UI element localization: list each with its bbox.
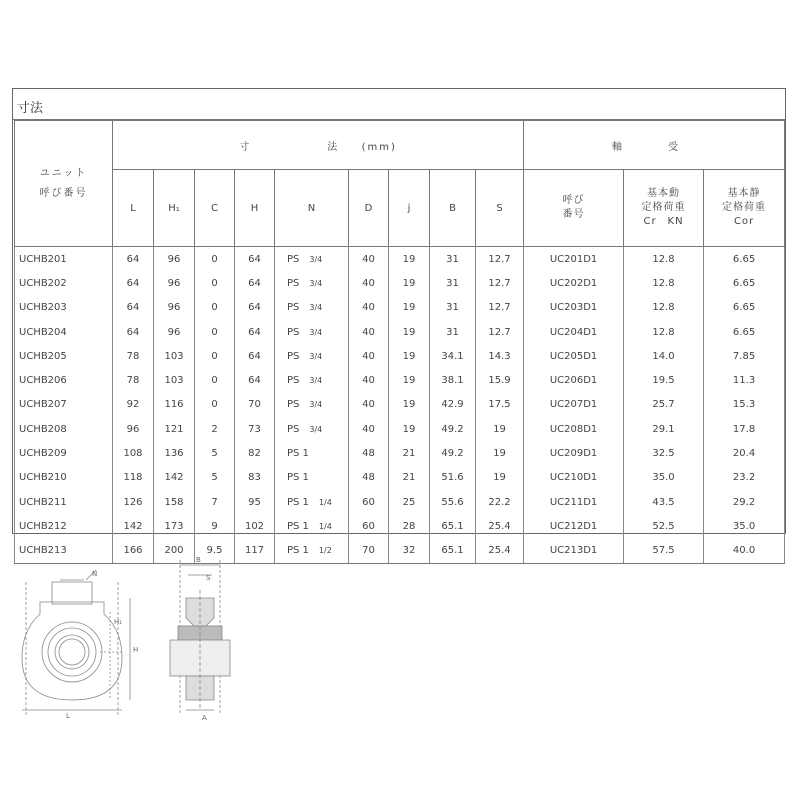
cell-h: 70 xyxy=(235,393,275,417)
dimensions-label-a: 寸 xyxy=(239,141,268,153)
cell-b: 34.1 xyxy=(430,344,476,368)
cell-n xyxy=(275,296,349,320)
table-row xyxy=(15,320,785,344)
cell-h: 102 xyxy=(235,514,275,538)
cell-d: 40 xyxy=(349,271,389,295)
cell-c: 0 xyxy=(195,320,235,344)
cell-cor: 29.2 xyxy=(704,490,785,514)
cell-d: 48 xyxy=(349,466,389,490)
cell-h1: 136 xyxy=(154,441,195,465)
cell-model: UCHB204 xyxy=(15,320,113,344)
static-load-line3: Cor xyxy=(733,216,755,227)
cell-h: 83 xyxy=(235,466,275,490)
cell-l: 92 xyxy=(113,393,154,417)
cell-cr: 12.8 xyxy=(624,247,704,272)
cell-b: 31 xyxy=(430,320,476,344)
cell-c: 2 xyxy=(195,417,235,441)
static-load-line1: 基本静 xyxy=(727,188,761,199)
cell-d: 40 xyxy=(349,296,389,320)
cell-c: 5 xyxy=(195,441,235,465)
cell-c: 0 xyxy=(195,271,235,295)
table-row xyxy=(15,368,785,392)
dimensions-unit: (mm) xyxy=(361,141,397,153)
cell-n xyxy=(275,514,349,538)
n-fraction: 1/2 xyxy=(318,546,332,556)
cell-model: UCHB206 xyxy=(15,368,113,392)
cell-h1: 200 xyxy=(154,539,195,564)
cell-j: 19 xyxy=(389,344,430,368)
table-row xyxy=(15,296,785,320)
cell-h1: 96 xyxy=(154,271,195,295)
n-thread: PS xyxy=(287,253,300,265)
cell-b: 38.1 xyxy=(430,368,476,392)
n-thread: PS 1 xyxy=(287,545,309,557)
cell-b: 65.1 xyxy=(430,514,476,538)
n-fraction: 1/4 xyxy=(318,521,332,531)
n-thread: PS 1 xyxy=(287,496,309,508)
cell-l: 78 xyxy=(113,344,154,368)
technical-drawing xyxy=(0,540,800,740)
cell-bearing: UC206D1 xyxy=(524,368,624,392)
cell-s: 25.4 xyxy=(476,514,524,538)
dimension-table xyxy=(14,120,785,564)
cell-s: 12.7 xyxy=(476,320,524,344)
unit-number-line2: 呼び番号 xyxy=(39,187,88,199)
cell-bearing: UC209D1 xyxy=(524,441,624,465)
col-S: S xyxy=(476,170,524,247)
cell-cr: 43.5 xyxy=(624,490,704,514)
cell-l: 166 xyxy=(113,539,154,564)
static-load-line2: 定格荷重 xyxy=(722,202,767,213)
cell-c: 0 xyxy=(195,296,235,320)
cell-bearing: UC211D1 xyxy=(524,490,624,514)
cell-b: 55.6 xyxy=(430,490,476,514)
cell-s: 12.7 xyxy=(476,271,524,295)
cell-bearing: UC207D1 xyxy=(524,393,624,417)
cell-c: 5 xyxy=(195,466,235,490)
n-thread: PS xyxy=(287,375,300,387)
table-row xyxy=(15,417,785,441)
dynamic-load-line1: 基本動 xyxy=(647,188,681,199)
static-load-header xyxy=(704,170,785,247)
cell-j: 19 xyxy=(389,247,430,272)
cell-model: UCHB207 xyxy=(15,393,113,417)
cell-s: 25.4 xyxy=(476,539,524,564)
cell-model: UCHB210 xyxy=(15,466,113,490)
cell-l: 118 xyxy=(113,466,154,490)
cell-s: 19 xyxy=(476,417,524,441)
cell-cr: 12.8 xyxy=(624,320,704,344)
cell-model: UCHB209 xyxy=(15,441,113,465)
n-fraction: 3/4 xyxy=(309,351,323,361)
col-H: H xyxy=(235,170,275,247)
cell-model: UCHB213 xyxy=(15,539,113,564)
table-row xyxy=(15,247,785,272)
cell-c: 0 xyxy=(195,393,235,417)
col-D: D xyxy=(349,170,389,247)
cell-h1: 142 xyxy=(154,466,195,490)
cell-j: 19 xyxy=(389,417,430,441)
cell-cor: 40.0 xyxy=(704,539,785,564)
cell-s: 12.7 xyxy=(476,296,524,320)
cell-b: 31 xyxy=(430,271,476,295)
label-H1: H₁ xyxy=(114,618,123,626)
cell-h: 64 xyxy=(235,368,275,392)
n-thread: PS xyxy=(287,277,300,289)
table-row xyxy=(15,344,785,368)
dynamic-load-header xyxy=(624,170,704,247)
label-B: B xyxy=(196,556,201,564)
cell-cr: 29.1 xyxy=(624,417,704,441)
cell-j: 19 xyxy=(389,296,430,320)
cell-cr: 19.5 xyxy=(624,368,704,392)
cell-cr: 52.5 xyxy=(624,514,704,538)
cell-d: 70 xyxy=(349,539,389,564)
cell-l: 126 xyxy=(113,490,154,514)
n-fraction: 1/4 xyxy=(318,497,332,507)
cell-cor: 17.8 xyxy=(704,417,785,441)
cell-h1: 103 xyxy=(154,344,195,368)
cell-c: 0 xyxy=(195,247,235,272)
cell-n xyxy=(275,320,349,344)
cell-h: 82 xyxy=(235,441,275,465)
cell-n xyxy=(275,271,349,295)
cell-d: 48 xyxy=(349,441,389,465)
cell-n xyxy=(275,247,349,272)
cell-cor: 7.85 xyxy=(704,344,785,368)
label-S: S xyxy=(206,574,211,582)
cell-s: 22.2 xyxy=(476,490,524,514)
cell-j: 25 xyxy=(389,490,430,514)
col-B: B xyxy=(430,170,476,247)
n-thread: PS xyxy=(287,423,300,435)
cell-h1: 103 xyxy=(154,368,195,392)
cell-s: 17.5 xyxy=(476,393,524,417)
cell-h: 64 xyxy=(235,296,275,320)
cell-h1: 96 xyxy=(154,296,195,320)
cell-bearing: UC213D1 xyxy=(524,539,624,564)
cell-n xyxy=(275,417,349,441)
cell-n xyxy=(275,466,349,490)
cell-n xyxy=(275,368,349,392)
cell-n xyxy=(275,344,349,368)
table-row xyxy=(15,490,785,514)
cell-h: 95 xyxy=(235,490,275,514)
cell-h1: 173 xyxy=(154,514,195,538)
cell-cor: 6.65 xyxy=(704,247,785,272)
n-fraction: 3/4 xyxy=(309,327,323,337)
cell-bearing: UC202D1 xyxy=(524,271,624,295)
n-thread: PS xyxy=(287,326,300,338)
cell-c: 9 xyxy=(195,514,235,538)
n-fraction: 3/4 xyxy=(309,400,323,410)
cell-n xyxy=(275,393,349,417)
cell-bearing: UC212D1 xyxy=(524,514,624,538)
unit-number-line1: ユニット xyxy=(39,167,88,179)
cell-h1: 121 xyxy=(154,417,195,441)
side-view-drawing xyxy=(170,560,230,715)
cell-cor: 11.3 xyxy=(704,368,785,392)
table-row xyxy=(15,514,785,538)
cell-h1: 96 xyxy=(154,320,195,344)
cell-c: 9.5 xyxy=(195,539,235,564)
col-j: j xyxy=(389,170,430,247)
cell-model: UCHB201 xyxy=(15,247,113,272)
cell-c: 0 xyxy=(195,368,235,392)
table-row xyxy=(15,466,785,490)
cell-cor: 6.65 xyxy=(704,320,785,344)
cell-j: 19 xyxy=(389,393,430,417)
cell-bearing: UC204D1 xyxy=(524,320,624,344)
cell-cr: 12.8 xyxy=(624,296,704,320)
n-fraction: 3/4 xyxy=(309,303,323,313)
cell-cor: 15.3 xyxy=(704,393,785,417)
cell-s: 14.3 xyxy=(476,344,524,368)
cell-b: 49.2 xyxy=(430,417,476,441)
cell-h: 64 xyxy=(235,344,275,368)
n-thread: PS xyxy=(287,350,300,362)
bearing-number-line2: 番号 xyxy=(562,209,585,220)
cell-h: 64 xyxy=(235,320,275,344)
cell-d: 40 xyxy=(349,247,389,272)
cell-d: 40 xyxy=(349,320,389,344)
cell-cr: 14.0 xyxy=(624,344,704,368)
cell-h: 73 xyxy=(235,417,275,441)
cell-s: 12.7 xyxy=(476,247,524,272)
cell-n xyxy=(275,490,349,514)
n-thread: PS 1 xyxy=(287,520,309,532)
col-N: N xyxy=(275,170,349,247)
table-row xyxy=(15,271,785,295)
cell-model: UCHB208 xyxy=(15,417,113,441)
cell-l: 64 xyxy=(113,296,154,320)
dynamic-load-line3: Cr KN xyxy=(643,216,684,227)
cell-cor: 6.65 xyxy=(704,271,785,295)
cell-l: 64 xyxy=(113,247,154,272)
cell-j: 19 xyxy=(389,368,430,392)
n-thread: PS xyxy=(287,302,300,314)
cell-s: 19 xyxy=(476,441,524,465)
label-L: L xyxy=(66,712,70,720)
cell-s: 19 xyxy=(476,466,524,490)
cell-j: 32 xyxy=(389,539,430,564)
table-row xyxy=(15,393,785,417)
cell-l: 108 xyxy=(113,441,154,465)
cell-d: 40 xyxy=(349,344,389,368)
cell-cor: 6.65 xyxy=(704,296,785,320)
dynamic-load-line2: 定格荷重 xyxy=(641,202,686,213)
cell-c: 7 xyxy=(195,490,235,514)
cell-l: 96 xyxy=(113,417,154,441)
cell-l: 142 xyxy=(113,514,154,538)
label-H: H xyxy=(133,646,139,654)
n-fraction: 3/4 xyxy=(309,254,323,264)
cell-model: UCHB212 xyxy=(15,514,113,538)
cell-cor: 20.4 xyxy=(704,441,785,465)
cell-bearing: UC203D1 xyxy=(524,296,624,320)
cell-bearing: UC205D1 xyxy=(524,344,624,368)
bearing-number-line1: 呼び xyxy=(562,195,585,206)
cell-c: 0 xyxy=(195,344,235,368)
cell-model: UCHB211 xyxy=(15,490,113,514)
cell-b: 65.1 xyxy=(430,539,476,564)
bearing-header: 軸 受 xyxy=(524,121,785,170)
cell-b: 31 xyxy=(430,296,476,320)
cell-bearing: UC210D1 xyxy=(524,466,624,490)
unit-number-header xyxy=(15,121,113,247)
cell-h: 64 xyxy=(235,271,275,295)
n-fraction: 3/4 xyxy=(309,424,323,434)
cell-j: 19 xyxy=(389,320,430,344)
cell-d: 60 xyxy=(349,490,389,514)
col-H1: H₁ xyxy=(154,170,195,247)
cell-h: 117 xyxy=(235,539,275,564)
cell-bearing: UC201D1 xyxy=(524,247,624,272)
col-C: C xyxy=(195,170,235,247)
label-N: N xyxy=(92,570,98,578)
cell-h: 64 xyxy=(235,247,275,272)
table-row xyxy=(15,441,785,465)
cell-b: 51.6 xyxy=(430,466,476,490)
cell-j: 21 xyxy=(389,441,430,465)
cell-s: 15.9 xyxy=(476,368,524,392)
section-title: 寸法 xyxy=(17,101,44,116)
label-A: A xyxy=(202,714,207,722)
cell-b: 31 xyxy=(430,247,476,272)
table-body xyxy=(15,247,785,564)
n-thread: PS 1 xyxy=(287,472,309,484)
bearing-number-header xyxy=(524,170,624,247)
cell-d: 60 xyxy=(349,514,389,538)
cell-cr: 25.7 xyxy=(624,393,704,417)
dimensions-header xyxy=(113,121,524,170)
cell-d: 40 xyxy=(349,393,389,417)
cell-j: 28 xyxy=(389,514,430,538)
cell-h1: 158 xyxy=(154,490,195,514)
cell-l: 78 xyxy=(113,368,154,392)
cell-model: UCHB205 xyxy=(15,344,113,368)
cell-model: UCHB202 xyxy=(15,271,113,295)
cell-d: 40 xyxy=(349,417,389,441)
front-view-drawing xyxy=(22,570,130,715)
cell-d: 40 xyxy=(349,368,389,392)
cell-b: 49.2 xyxy=(430,441,476,465)
n-fraction: 3/4 xyxy=(309,278,323,288)
cell-l: 64 xyxy=(113,320,154,344)
cell-model: UCHB203 xyxy=(15,296,113,320)
cell-cor: 35.0 xyxy=(704,514,785,538)
cell-cr: 57.5 xyxy=(624,539,704,564)
cell-cr: 35.0 xyxy=(624,466,704,490)
cell-h1: 96 xyxy=(154,247,195,272)
cell-j: 21 xyxy=(389,466,430,490)
n-thread: PS 1 xyxy=(287,448,309,460)
cell-cr: 12.8 xyxy=(624,271,704,295)
cell-bearing: UC208D1 xyxy=(524,417,624,441)
cell-j: 19 xyxy=(389,271,430,295)
n-thread: PS xyxy=(287,399,300,411)
cell-b: 42.9 xyxy=(430,393,476,417)
dimensions-label-b: 法 xyxy=(327,141,340,153)
cell-cr: 32.5 xyxy=(624,441,704,465)
cell-n xyxy=(275,441,349,465)
cell-h1: 116 xyxy=(154,393,195,417)
cell-cor: 23.2 xyxy=(704,466,785,490)
cell-l: 64 xyxy=(113,271,154,295)
n-fraction: 3/4 xyxy=(309,376,323,386)
col-L: L xyxy=(113,170,154,247)
